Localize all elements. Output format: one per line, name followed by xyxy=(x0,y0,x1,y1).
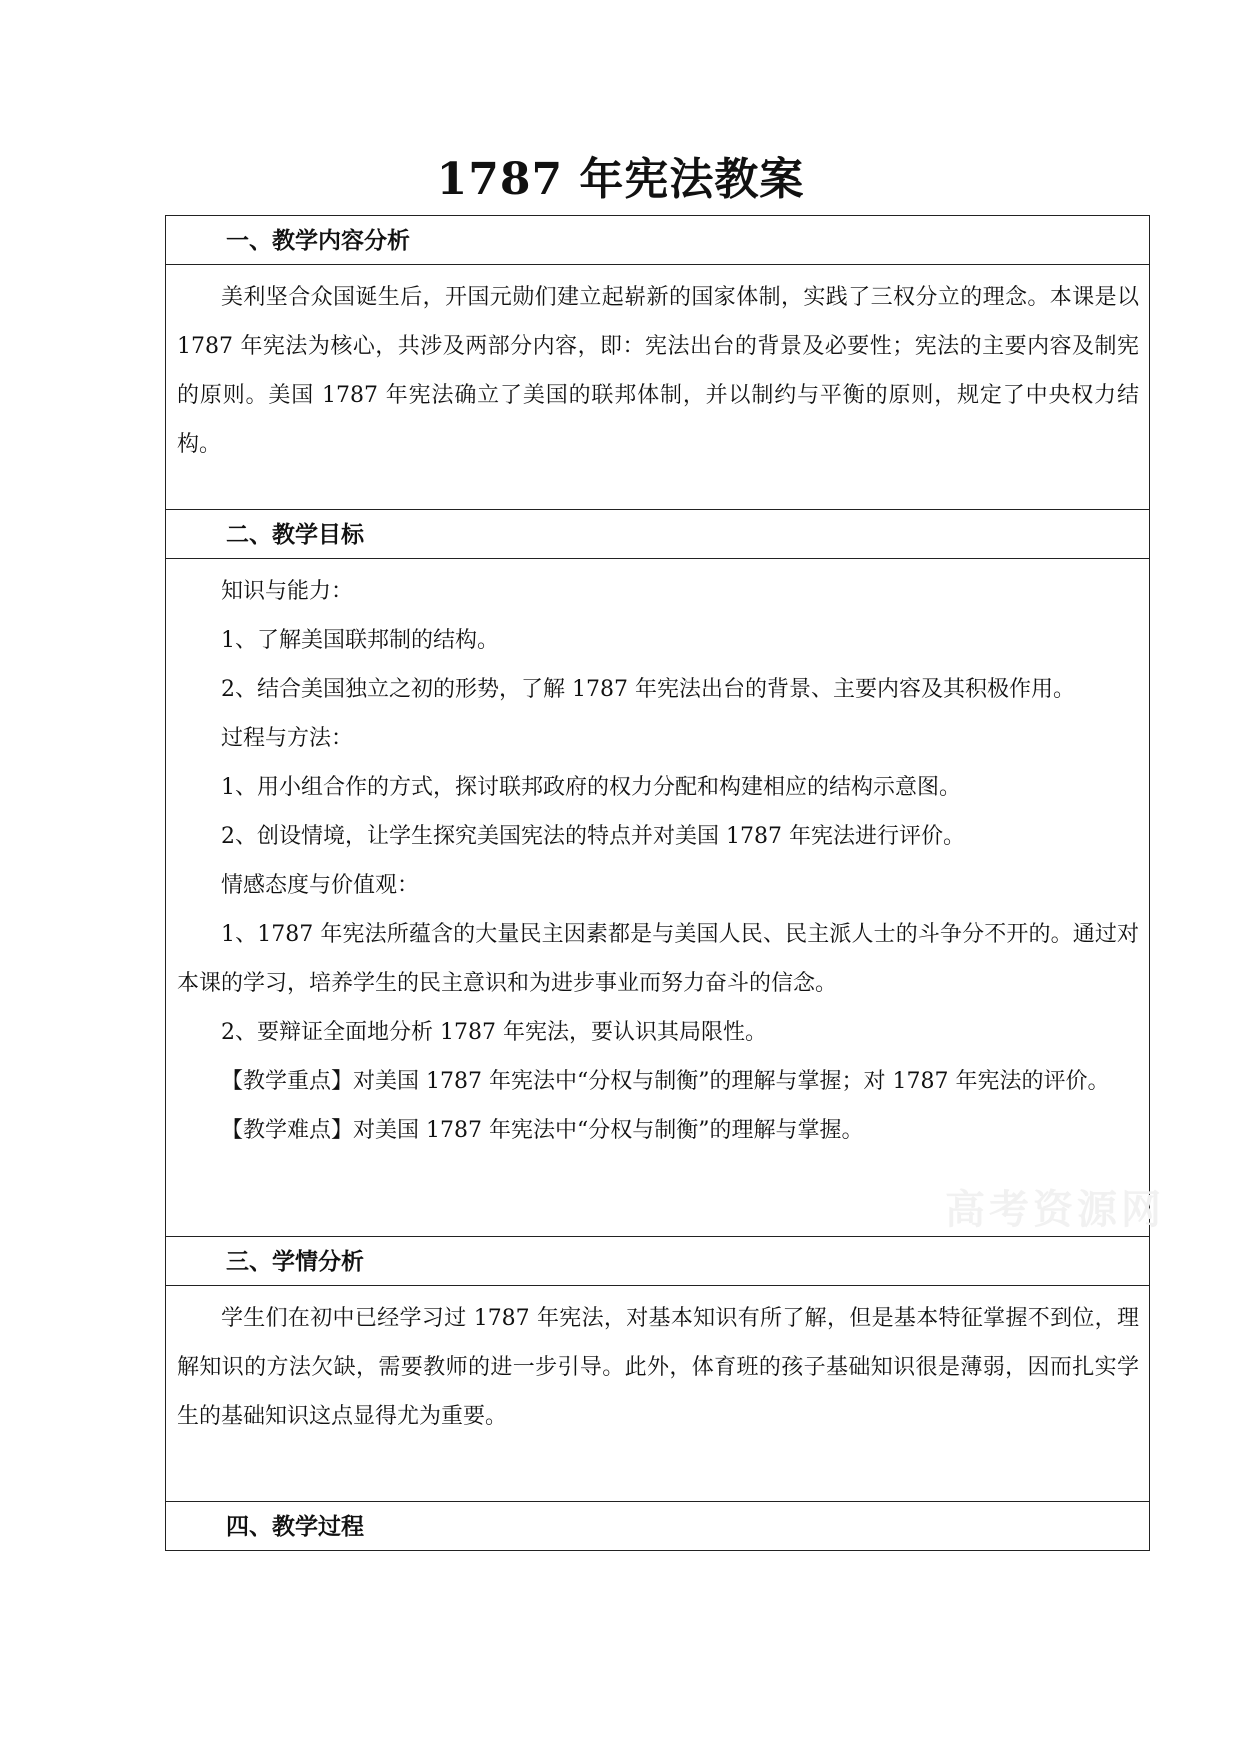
section-heading-teaching-goals: 二、教学目标 xyxy=(165,510,1150,559)
watermark: 高考资源网 xyxy=(945,1186,1165,1233)
section-body-teaching-goals xyxy=(165,559,1150,1237)
paragraph: 1、1787 年宪法所蕴含的大量民主因素都是与美国人民、民主派人士的斗争分不开的。通过对本课的学习，培养学生的民主意识和为进步事业而努力奋斗的信念。 xyxy=(177,922,1139,996)
paragraph: 过程与方法： xyxy=(221,726,354,751)
paragraph: 【教学重点】对美国 1787 年宪法中“分权与制衡”的理解与掌握；对 1787 年宪法的评价。 xyxy=(221,1069,1110,1094)
paragraph: 学生们在初中已经学习过 1787 年宪法，对基本知识有所了解，但是基本特征掌握不到位，理解知识的方法欠缺，需要教师的进一步引导。此外，体育班的孩子基础知识很是薄弱，因而扎实学生的基础知识这点显得尤为重要。 xyxy=(177,1306,1139,1429)
paragraph: 2、要辩证全面地分析 1787 年宪法，要认识其局限性。 xyxy=(221,1020,767,1045)
paragraph: 【教学难点】对美国 1787 年宪法中“分权与制衡”的理解与掌握。 xyxy=(221,1118,864,1143)
lesson-plan-table xyxy=(165,215,1150,1551)
paragraph: 1、用小组合作的方式，探讨联邦政府的权力分配和构建相应的结构示意图。 xyxy=(221,775,961,800)
paragraph: 2、结合美国独立之初的形势，了解 1787 年宪法出台的背景、主要内容及其积极作用。 xyxy=(221,677,1075,702)
paragraph: 1、了解美国联邦制的结构。 xyxy=(221,628,499,653)
paragraph: 美利坚合众国诞生后，开国元勋们建立起崭新的国家体制，实践了三权分立的理念。本课是以 1787 年宪法为核心，共涉及两部分内容，即：宪法出台的背景及必要性；宪法的主要内容及制宪的原则。美国 1787 年宪法确立了美国的联邦体制，并以制约与平衡的原则，规定了中央权力结构。 xyxy=(177,285,1139,457)
section-body-content-analysis xyxy=(165,265,1150,510)
paragraph: 情感态度与价值观： xyxy=(221,873,420,898)
section-heading-learner-analysis: 三、学情分析 xyxy=(165,1237,1150,1286)
paragraph: 知识与能力： xyxy=(221,579,354,604)
section-body-learner-analysis xyxy=(165,1286,1150,1502)
document-title: 1787 年宪法教案 xyxy=(436,154,805,205)
section-heading-content-analysis: 一、教学内容分析 xyxy=(165,216,1150,265)
section-heading-teaching-process: 四、教学过程 xyxy=(165,1502,1150,1551)
paragraph: 2、创设情境，让学生探究美国宪法的特点并对美国 1787 年宪法进行评价。 xyxy=(221,824,965,849)
